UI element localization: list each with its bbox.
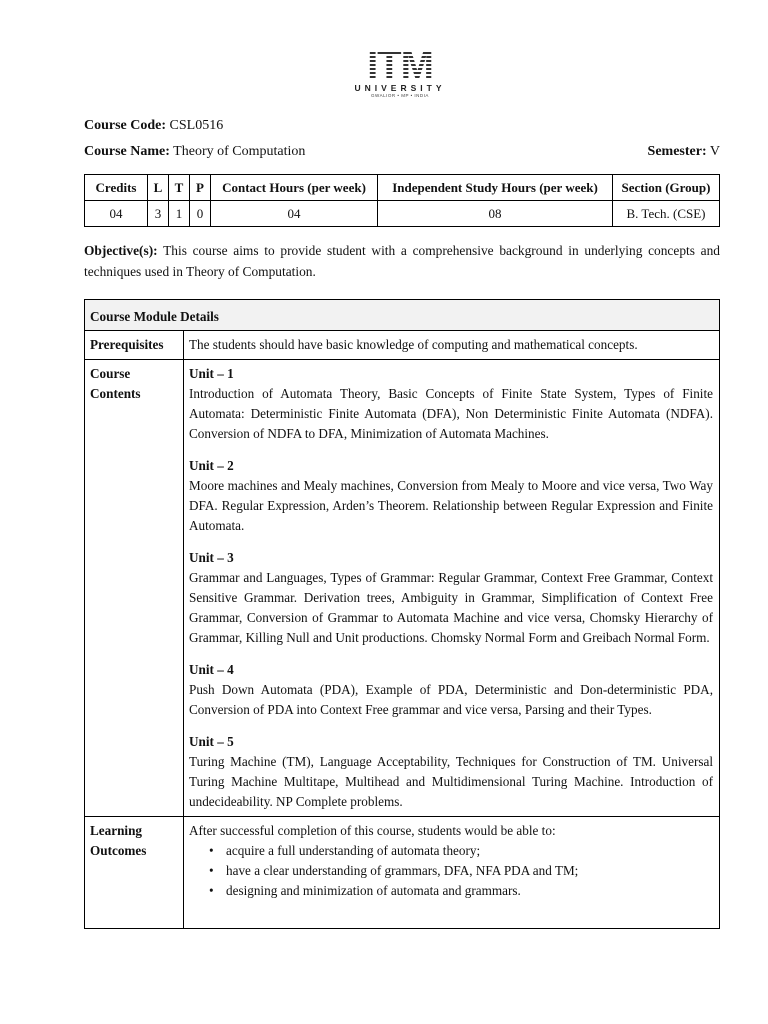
unit-4-text: Push Down Automata (PDA), Example of PDA, Deterministic and Don-deterministic PDA, Conversion of PDA into Context Free grammar and vice versa, Parsing and their Types.	[189, 682, 713, 717]
credits-table-header-row	[85, 175, 720, 201]
unit-4-title: Unit – 4	[189, 662, 234, 677]
objective-text: This course aims to provide student with a comprehensive background in underlying concepts and techniques used in Theory of Computation.	[84, 243, 720, 279]
course-contents-label-line1: Course	[90, 366, 131, 381]
unit-3-title: Unit – 3	[189, 550, 234, 565]
unit-1	[189, 364, 713, 444]
course-name-value: Theory of Computation	[173, 144, 306, 159]
unit-3	[189, 548, 713, 648]
cell-independent-study: 08	[378, 201, 613, 227]
semester-label: Semester:	[647, 144, 707, 159]
course-contents-label-line2: Contents	[90, 386, 141, 401]
unit-5	[189, 732, 713, 812]
course-contents-cell	[184, 360, 720, 817]
list-item: • designing and minimization of automata and grammars.	[209, 881, 713, 901]
learning-outcomes-label-line2: Outcomes	[90, 843, 147, 858]
university-logo	[340, 43, 460, 98]
itm-logo-mark: ITM	[367, 43, 433, 87]
cell-credits: 04	[85, 201, 148, 227]
course-name-line	[84, 144, 305, 160]
prerequisites-label: Prerequisites	[85, 331, 184, 360]
unit-1-title: Unit – 1	[189, 366, 234, 381]
cell-contact-hours: 04	[211, 201, 378, 227]
module-details-table	[84, 299, 720, 929]
header-credits: Credits	[85, 175, 148, 201]
list-item: • have a clear understanding of grammars, DFA, NFA PDA and TM;	[209, 861, 713, 881]
logo-university-text: UNIVERSITY	[354, 83, 446, 93]
header-p: P	[190, 175, 211, 201]
objective-paragraph	[84, 240, 720, 282]
cell-p: 0	[190, 201, 211, 227]
module-details-title: Course Module Details	[85, 300, 720, 331]
unit-3-text: Grammar and Languages, Types of Grammar: Regular Grammar, Context Free Grammar, Context Sensitive Grammar. Derivation trees, Ambiguity in Grammar, Simplification of Context Free Grammar, Conversion of Grammar to Automata Machine and vice versa, Chomsky Hierarchy of Grammar, Killing Null and Unit productions. Chomsky Normal Form and Greibach Normal Form.	[189, 570, 713, 645]
learning-outcomes-label	[85, 817, 184, 929]
unit-2-title: Unit – 2	[189, 458, 234, 473]
prerequisites-text: The students should have basic knowledge of computing and mathematical concepts.	[184, 331, 720, 360]
cell-t: 1	[169, 201, 190, 227]
list-item: • acquire a full understanding of automata theory;	[209, 841, 713, 861]
unit-5-title: Unit – 5	[189, 734, 234, 749]
course-code-label: Course Code:	[84, 118, 167, 133]
header-t: T	[169, 175, 190, 201]
prerequisites-row	[85, 331, 720, 360]
course-code-line	[84, 118, 223, 134]
header-section: Section (Group)	[613, 175, 720, 201]
learning-outcomes-label-line1: Learning	[90, 823, 143, 838]
semester-line	[648, 144, 720, 160]
header-contact-hours: Contact Hours (per week)	[211, 175, 378, 201]
unit-2	[189, 456, 713, 536]
objective-label: Objective(s):	[84, 243, 158, 258]
header-independent-study: Independent Study Hours (per week)	[378, 175, 613, 201]
credits-table-row	[85, 201, 720, 227]
cell-l: 3	[148, 201, 169, 227]
learning-outcomes-row	[85, 817, 720, 929]
logo-location-text: GWALIOR • MP • INDIA	[371, 93, 429, 98]
learning-outcomes-cell	[184, 817, 720, 929]
unit-1-text: Introduction of Automata Theory, Basic Concepts of Finite State System, Types of Finite Automata: Deterministic Finite Automata (DFA), Non Deterministic Finite Automata (NDFA). Conversion of NDFA to DFA, Minimization of Automata Machines.	[189, 386, 713, 441]
credits-table	[84, 174, 720, 227]
course-name-label: Course Name:	[84, 144, 170, 159]
course-contents-label	[85, 360, 184, 817]
unit-2-text: Moore machines and Mealy machines, Conversion from Mealy to Moore and vice versa, Two Way DFA. Regular Expression, Arden’s Theorem. Relationship between Regular Expression and Finite Automata.	[189, 478, 713, 533]
course-contents-row	[85, 360, 720, 817]
outcomes-list	[189, 841, 713, 901]
outcomes-intro: After successful completion of this course, students would be able to:	[189, 823, 556, 838]
cell-section: B. Tech. (CSE)	[613, 201, 720, 227]
semester-value: V	[709, 144, 720, 159]
header-l: L	[148, 175, 169, 201]
unit-4	[189, 660, 713, 720]
unit-5-text: Turing Machine (TM), Language Acceptability, Techniques for Construction of TM. Universal Turing Machine Multitape, Multihead and Multidimensional Turing Machine. Introduction of undecideability. NP Complete problems.	[189, 754, 713, 809]
course-code-value: CSL0516	[169, 118, 224, 133]
